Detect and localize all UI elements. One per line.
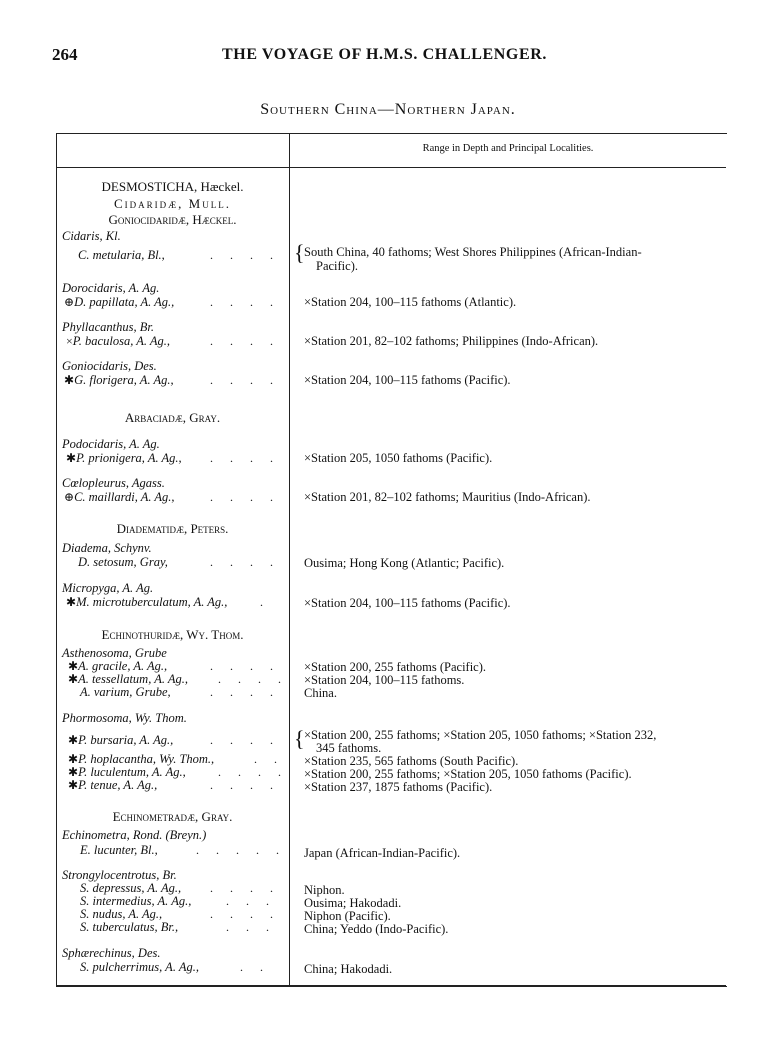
genus-label: Podocidaris, A. Ag. bbox=[62, 437, 160, 451]
genus-name bbox=[62, 581, 153, 596]
species-label: M. microtuberculatum, A. Ag., bbox=[76, 595, 228, 609]
species-name bbox=[68, 778, 157, 793]
table-bottom-rule bbox=[56, 985, 726, 987]
region-title: Southern China—Northern Japan. bbox=[260, 101, 516, 118]
range-text: China. bbox=[304, 686, 337, 700]
dot-leader: . . . . bbox=[210, 334, 280, 348]
range-text: ×Station 204, 100–115 fathoms. bbox=[304, 673, 465, 687]
genus-label: Cidaris, Kl. bbox=[62, 229, 121, 243]
species-name bbox=[66, 451, 182, 466]
range-text: Ousima; Hong Kong (Atlantic; Pacific). bbox=[304, 556, 505, 570]
dot-leader: . . . . bbox=[210, 373, 280, 387]
range-text: Ousima; Hakodadi. bbox=[304, 896, 402, 910]
family-name: Echinothuridæ, Wy. Thom. bbox=[101, 627, 244, 642]
genus-name bbox=[62, 437, 160, 452]
genus-name bbox=[62, 359, 157, 374]
species-name bbox=[64, 373, 174, 388]
dot-leader: . . . . bbox=[210, 685, 280, 699]
genus-name bbox=[62, 281, 159, 296]
genus-label: Strongylocentrotus, Br. bbox=[62, 868, 177, 882]
range-text: Niphon (Pacific). bbox=[304, 909, 391, 923]
genus-name bbox=[62, 320, 154, 335]
family-name: Echinometradæ, Gray. bbox=[112, 809, 233, 824]
species-label: S. pulcherrimus, A. Ag., bbox=[80, 960, 199, 974]
family-heading bbox=[56, 809, 289, 825]
species-label: P. luculentum, A. Ag., bbox=[78, 765, 186, 779]
species-name bbox=[66, 334, 170, 349]
species-label: P. tenue, A. Ag., bbox=[78, 778, 158, 792]
species-name bbox=[66, 595, 227, 610]
specimen-mark: ✱ bbox=[68, 765, 79, 779]
species-label: G. florigera, A. Ag., bbox=[74, 373, 174, 387]
species-label: S. depressus, A. Ag., bbox=[80, 881, 182, 895]
running-head: THE VOYAGE OF H.M.S. CHALLENGER. bbox=[222, 46, 548, 63]
family-name: Cidaridæ, Mull. bbox=[114, 196, 231, 211]
species-name bbox=[80, 920, 178, 935]
dot-leader: . . . bbox=[226, 894, 276, 908]
genus-name bbox=[62, 711, 187, 726]
family-name: Diadematidæ, Peters. bbox=[116, 521, 229, 536]
species-label: P. hoplacantha, Wy. Thom., bbox=[78, 752, 215, 766]
genus-label: Dorocidaris, A. Ag. bbox=[62, 281, 160, 295]
family-heading bbox=[56, 196, 289, 212]
genus-label: Sphærechinus, Des. bbox=[62, 946, 161, 960]
species-label: E. lucunter, Bl., bbox=[80, 843, 158, 857]
range-text: ×Station 200, 255 fathoms; ×Station 205, 1050 fathoms; ×Station 232, bbox=[304, 728, 657, 742]
species-label: P. baculosa, A. Ag., bbox=[72, 334, 171, 348]
genus-name bbox=[62, 541, 152, 556]
genus-label: Asthenosoma, Grube bbox=[62, 646, 167, 660]
genus-name bbox=[62, 828, 206, 843]
range-text: Niphon. bbox=[304, 883, 345, 897]
header-rule bbox=[56, 167, 726, 168]
specimen-mark: ⊕ bbox=[64, 490, 75, 504]
species-label: S. nudus, A. Ag., bbox=[80, 907, 163, 921]
species-label: D. papillata, A. Ag., bbox=[74, 295, 175, 309]
species-label: A. gracile, A. Ag., bbox=[78, 659, 168, 673]
range-text: China; Hakodadi. bbox=[304, 962, 393, 976]
column-separator bbox=[289, 133, 290, 985]
dot-leader: . . . bbox=[226, 920, 276, 934]
genus-label: Micropyga, A. Ag. bbox=[62, 581, 154, 595]
species-name bbox=[64, 490, 175, 505]
species-label: S. intermedius, A. Ag., bbox=[80, 894, 192, 908]
range-text: ×Station 204, 100–115 fathoms (Pacific). bbox=[304, 373, 511, 387]
family-heading bbox=[56, 521, 289, 537]
specimen-mark: ⊕ bbox=[64, 295, 75, 309]
genus-label: Echinometra, Rond. (Breyn.) bbox=[62, 828, 207, 842]
genus-name bbox=[62, 946, 161, 961]
dot-leader: . . . . bbox=[210, 907, 280, 921]
family-name: Goniocidaridæ, Hæckel. bbox=[108, 212, 237, 227]
dot-leader: . . . . bbox=[218, 672, 288, 686]
species-label: P. bursaria, A. Ag., bbox=[78, 733, 174, 747]
column-header: Range in Depth and Principal Localities. bbox=[422, 143, 594, 154]
range-text: Japan (African-Indian-Pacific). bbox=[304, 846, 461, 860]
family-heading bbox=[56, 410, 289, 426]
specimen-mark: ✱ bbox=[68, 672, 79, 686]
page-number: 264 bbox=[52, 45, 78, 64]
specimen-mark: ✱ bbox=[68, 752, 79, 766]
specimen-mark: ✱ bbox=[68, 778, 79, 792]
species-name bbox=[80, 685, 171, 700]
range-text: ×Station 201, 82–102 fathoms; Philippines (Indo-African). bbox=[304, 334, 599, 348]
genus-label: Phyllacanthus, Br. bbox=[62, 320, 155, 334]
specimen-mark: ✱ bbox=[68, 659, 79, 673]
range-text: ×Station 200, 255 fathoms; ×Station 205, 1050 fathoms (Pacific). bbox=[304, 767, 632, 781]
specimen-mark: × bbox=[66, 334, 73, 348]
dot-leader: . . . . bbox=[218, 765, 288, 779]
dot-leader: . . bbox=[240, 960, 270, 974]
dot-leader: . . bbox=[254, 752, 284, 766]
range-text: ×Station 235, 565 fathoms (South Pacific). bbox=[304, 754, 519, 768]
brace-mark: { bbox=[294, 240, 305, 265]
genus-name bbox=[62, 229, 121, 244]
range-text: China; Yeddo (Indo-Pacific). bbox=[304, 922, 449, 936]
family-heading bbox=[56, 212, 289, 228]
specimen-mark: ✱ bbox=[68, 733, 79, 747]
species-label: P. prionigera, A. Ag., bbox=[76, 451, 182, 465]
dot-leader: . bbox=[260, 595, 263, 609]
brace-mark: { bbox=[294, 726, 305, 751]
range-text: ×Station 201, 82–102 fathoms; Mauritius (Indo-African). bbox=[304, 490, 591, 504]
range-text: ×Station 200, 255 fathoms (Pacific). bbox=[304, 660, 487, 674]
specimen-mark: ✱ bbox=[66, 595, 77, 609]
genus-label: Cœlopleurus, Agass. bbox=[62, 476, 165, 490]
species-label: D. setosum, Gray, bbox=[78, 555, 168, 569]
species-name bbox=[78, 248, 165, 263]
dot-leader: . . . . bbox=[210, 490, 280, 504]
family-heading: DESMOSTICHA, Hæckel. bbox=[101, 179, 244, 194]
dot-leader: . . . . bbox=[210, 659, 280, 673]
family-heading bbox=[56, 627, 289, 643]
species-name bbox=[80, 843, 158, 858]
range-text: Pacific). bbox=[316, 259, 358, 273]
dot-leader: . . . . bbox=[210, 295, 280, 309]
dot-leader: . . . . bbox=[210, 451, 280, 465]
dot-leader: . . . . . bbox=[196, 843, 286, 857]
genus-label: Goniocidaris, Des. bbox=[62, 359, 157, 373]
species-label: C. metularia, Bl., bbox=[78, 248, 165, 262]
specimen-mark: ✱ bbox=[64, 373, 75, 387]
species-name bbox=[68, 733, 173, 748]
dot-leader: . . . . bbox=[210, 555, 280, 569]
range-text: ×Station 205, 1050 fathoms (Pacific). bbox=[304, 451, 493, 465]
species-label: C. maillardi, A. Ag., bbox=[74, 490, 175, 504]
species-name bbox=[80, 960, 199, 975]
range-text: 345 fathoms. bbox=[316, 741, 382, 755]
range-text: ×Station 204, 100–115 fathoms (Atlantic). bbox=[304, 295, 517, 309]
species-label: S. tuberculatus, Br., bbox=[80, 920, 179, 934]
dot-leader: . . . . bbox=[210, 778, 280, 792]
genus-name bbox=[62, 476, 165, 491]
range-text: South China, 40 fathoms; West Shores Philippines (African-Indian- bbox=[304, 245, 642, 259]
range-text: ×Station 237, 1875 fathoms (Pacific). bbox=[304, 780, 493, 794]
dot-leader: . . . . bbox=[210, 881, 280, 895]
species-label: A. varium, Grube, bbox=[80, 685, 171, 699]
species-label: A. tessellatum, A. Ag., bbox=[78, 672, 189, 686]
range-text: ×Station 204, 100–115 fathoms (Pacific). bbox=[304, 596, 511, 610]
specimen-mark: ✱ bbox=[66, 451, 77, 465]
genus-label: Phormosoma, Wy. Thom. bbox=[62, 711, 187, 725]
family-name: Arbaciadæ, Gray. bbox=[124, 410, 221, 425]
genus-label: Diadema, Schynv. bbox=[62, 541, 152, 555]
species-name bbox=[64, 295, 174, 310]
dot-leader: . . . . bbox=[210, 733, 280, 747]
species-name bbox=[78, 555, 168, 570]
dot-leader: . . . . bbox=[210, 248, 280, 262]
